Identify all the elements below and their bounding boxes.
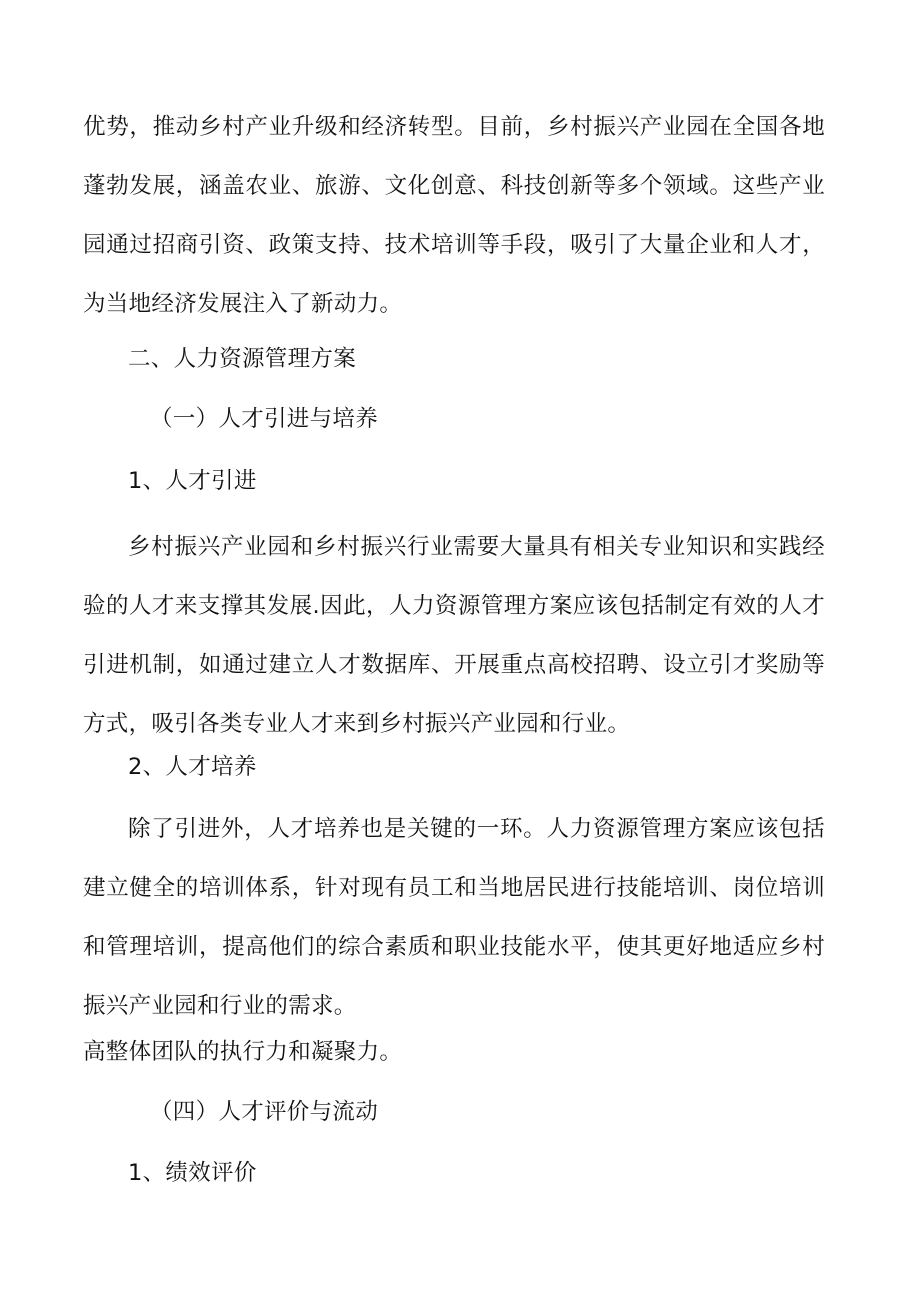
item-two-paragraph: 除了引进外，人才培养也是关键的一环。人力资源管理方案应该包括建立健全的培训体系，针对现有员工和当地居民进行技能培训、岗位培训和管理培训，提高他们的综合素质和职业技能水平，使其更好地适应乡村振兴产业园和行业的需求。 (83, 816, 825, 1019)
subsection-four-heading: （四）人才评价与流动 (150, 1099, 379, 1125)
item-two-heading: 2、人才培养 (128, 754, 257, 780)
item-one-paragraph: 乡村振兴产业园和乡村振兴行业需要大量具有相关专业知识和实践经验的人才来支撑其发展.因此，人力资源管理方案应该包括制定有效的人才引进机制，如通过建立人才数据库、开展重点高校招聘、设立引才奖励等方式，吸引各类专业人才来到乡村振兴产业园和行业。 (83, 534, 825, 737)
fragment-line: 高整体团队的执行力和凝聚力。 (83, 1039, 403, 1065)
item-perf-heading: 1、绩效评价 (128, 1160, 257, 1186)
intro-paragraph: 优势，推动乡村产业升级和经济转型。目前，乡村振兴产业园在全国各地蓬勃发展，涵盖农业、旅游、文化创意、科技创新等多个领域。这些产业园通过招商引资、政策支持、技术培训等手段，吸引了大量企业和人才，为当地经济发展注入了新动力。 (83, 114, 825, 317)
subsection-one-heading: （一）人才引进与培养 (150, 406, 379, 432)
section-two-heading: 二、人力资源管理方案 (128, 346, 357, 372)
item-one-heading: 1、人才引进 (128, 468, 257, 494)
